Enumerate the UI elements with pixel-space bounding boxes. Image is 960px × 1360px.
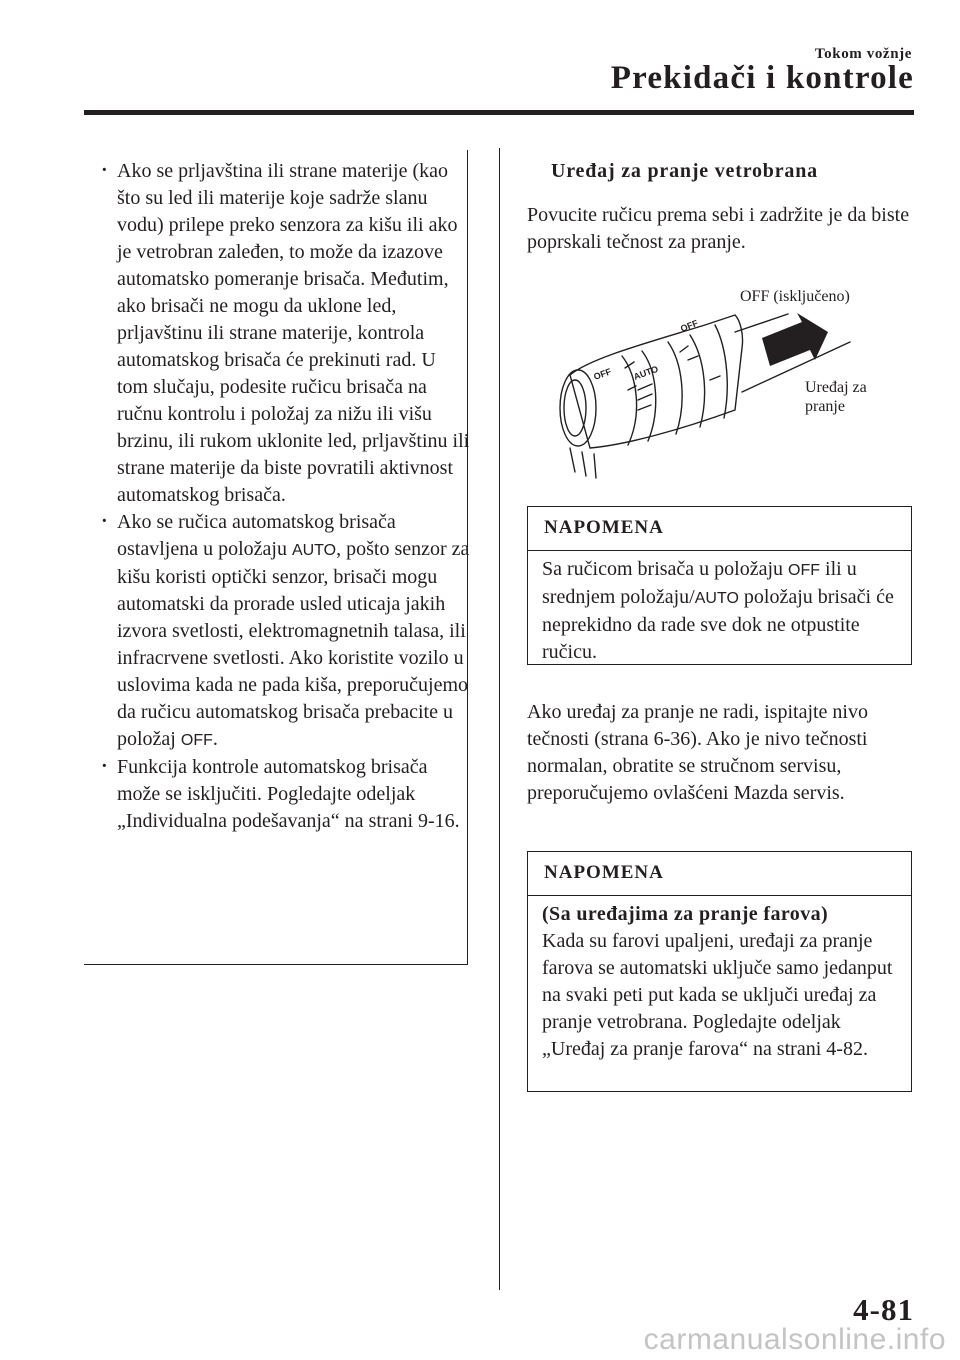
bullet-text: . — [212, 728, 218, 750]
figure-label-off: OFF (isključeno) — [740, 288, 850, 305]
note-text: ili u srednjem položaju/ — [542, 558, 857, 608]
note-text: Kada su farovi upaljeni, uređaji za pranje farova se automatski uključe samo jedanput na svaki peti put kada se uključi uređaj za pranje vetrobrana. Pogledajte odeljak „Uređaj za pranje farova“ na strani 4-82. — [542, 930, 893, 1060]
watermark: carmanualsonline.info — [643, 1323, 946, 1356]
pull-arrow-icon — [762, 313, 828, 366]
switch-auto-label: AUTO — [291, 542, 337, 559]
page-number: 4-81 — [853, 1292, 914, 1327]
note-text: Sa ručicom brisača u položaju — [542, 558, 789, 580]
switch-off-label: OFF — [788, 562, 821, 579]
note-box — [527, 851, 912, 1092]
page-title: Prekidači i kontrole — [610, 60, 914, 96]
note-box — [527, 506, 912, 665]
switch-off-label: OFF — [180, 732, 213, 749]
ring-off-text-upper: OFF — [679, 317, 700, 334]
bullet-text: Funkcija kontrole automatskog brisača može se isključiti. Pogledajte odeljak „Individualna podešavanja“ na strani 9-16. — [117, 756, 460, 832]
washer-fluid-paragraph: Ako uređaj za pranje ne radi, ispitajte nivo tečnosti (strana 6-36). Ako je nivo tečnosti normalan, obratite se stručnom servisu, preporučujemo ovlašćeni Mazda servis. — [527, 701, 868, 804]
column-divider — [499, 148, 500, 1290]
washer-label-line2: pranje — [805, 398, 845, 415]
list-item — [100, 509, 470, 754]
bullet-text: Ako se prljavština ili strane materije (kao što su led ili materije koje sadrže slanu vodu) prilepe preko senzora za kišu ili ako je vetrobran zaleđen, to može da izazove automatsko pomeranje brisača. Međutim, ako brisači ne mogu da uklone led, prljavštinu ili strane materije, kontrola automatskog brisača će prekinuti rad. U tom slučaju, podesite ručicu brisača na ručnu kontrolu i položaj za nižu ili višu brzinu, ili rukom uklonite led, prljavštinu ili strane materije da biste povratili aktivnost automatskog brisača. — [117, 160, 470, 506]
ring-off-text: OFF — [592, 366, 613, 382]
header-rule — [84, 110, 914, 115]
bullet-text: Ako se ručica automatskog brisača ostavljena u položaju — [117, 511, 396, 560]
header-section: Tokom vožnje — [814, 46, 912, 62]
figure-label-washer — [805, 378, 867, 416]
section-title: Uređaj za pranje vetrobrana — [551, 160, 818, 182]
note-text: položaju brisači će neprekidno da rade sve dok ne otpustite ručicu. — [542, 586, 894, 663]
washer-label-line1: Uređaj za — [805, 379, 867, 396]
bullet-text: , pošto senzor za kišu koristi optički senzor, brisači mogu automatski da prorade usled uticaja jakih izvora svetlosti, elektromagnetnih talasa, ili infracrvene svetlosti. Ako koristite vozilo u uslovima kada ne pada kiša, preporučujemo da ručicu automatskog brisača prebacite u položaj — [117, 538, 470, 750]
switch-auto-label: AUTO — [694, 590, 739, 607]
note-body — [528, 896, 911, 1063]
intro-paragraph: Povucite ručicu prema sebi i zadržite je da biste poprskali tečnost za pranje. — [527, 204, 910, 253]
note-title: NAPOMENA — [528, 507, 911, 551]
list-item — [100, 158, 470, 509]
note-body — [528, 551, 911, 666]
list-item — [100, 754, 470, 835]
note-title: NAPOMENA — [528, 852, 911, 896]
bullet-list — [100, 158, 470, 835]
ring-auto-text: AUTO — [632, 363, 660, 382]
note-subtitle: (Sa uređajima za pranje farova) — [542, 903, 829, 925]
